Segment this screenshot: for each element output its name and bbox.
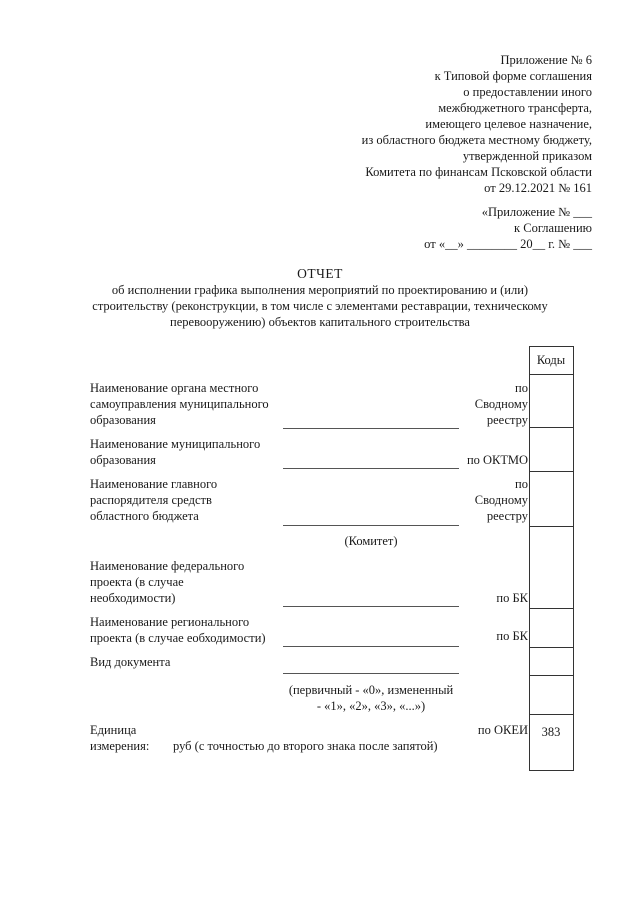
codes-right-border — [573, 346, 574, 770]
distributor-code-label-line: реестру — [486, 509, 528, 523]
regional-label-line: проекта (в случае еобходимости) — [90, 631, 266, 645]
sub-appendix — [424, 204, 592, 252]
report-subtitle-line: строительству (реконструкции, в том числе с элементами реставрации, техническому — [92, 299, 548, 313]
doc-type-note — [283, 682, 459, 714]
org-label — [90, 380, 269, 428]
regional-project-label — [90, 614, 266, 646]
org-label-line: образования — [90, 413, 156, 427]
sub-appendix-line: от «__» ________ 20__ г. № ___ — [424, 237, 592, 251]
oktmo-code-label: по ОКТМО — [466, 453, 528, 467]
codes-divider — [529, 608, 574, 609]
regional-project-value-field[interactable] — [283, 646, 459, 647]
codes-divider — [529, 647, 574, 648]
appendix-line: от 29.12.2021 № 161 — [484, 181, 592, 195]
org-label-line: самоуправления муниципального — [90, 397, 269, 411]
codes-header: Коды — [536, 353, 566, 367]
federal-code-label: по БК — [496, 591, 528, 605]
federal-label-line: Наименование федерального — [90, 559, 245, 573]
municipality-label-line: Наименование муниципального — [90, 437, 261, 451]
codes-top-border — [529, 346, 574, 347]
codes-divider — [529, 714, 574, 715]
municipality-value-field[interactable] — [283, 468, 459, 469]
appendix-line: межбюджетного трансферта, — [438, 101, 592, 115]
federal-project-value-field[interactable] — [283, 606, 459, 607]
appendix-line: из областного бюджета местному бюджету, — [361, 133, 592, 147]
unit-label — [90, 722, 149, 754]
codes-divider — [529, 675, 574, 676]
org-label-line: Наименование органа местного — [90, 381, 259, 395]
appendix-line: о предоставлении иного — [463, 85, 592, 99]
distributor-code-label-line: по — [515, 477, 528, 491]
federal-label-line: проекта (в случае — [90, 575, 184, 589]
appendix-line: Комитета по финансам Псковской области — [365, 165, 592, 179]
distributor-label-line: Наименование главного — [90, 477, 218, 491]
report-title-block — [80, 266, 560, 330]
unit-label-line: измерения: — [90, 739, 150, 753]
unit-label-line: Единица — [90, 723, 137, 737]
report-title: ОТЧЕТ — [297, 266, 343, 281]
doc-type-value-field[interactable] — [283, 673, 459, 674]
distributor-label-line: распорядителя средств — [90, 493, 212, 507]
doc-type-label: Вид документа — [90, 655, 171, 669]
appendix-line: Приложение № 6 — [500, 53, 592, 67]
appendix-header — [362, 52, 592, 196]
distributor-label — [90, 476, 217, 524]
regional-label-line: Наименование регионального — [90, 615, 250, 629]
codes-divider — [529, 471, 574, 472]
sub-appendix-line: к Соглашению — [514, 221, 592, 235]
federal-label-line: необходимости) — [90, 591, 176, 605]
org-code-label — [475, 380, 528, 428]
report-subtitle-line: перевооружению) объектов капитального строительства — [170, 315, 470, 329]
appendix-line: к Типовой форме соглашения — [434, 69, 592, 83]
org-code-label-line: по — [515, 381, 528, 395]
distributor-code-label — [475, 476, 528, 524]
org-value-field[interactable] — [283, 428, 459, 429]
distributor-value-field[interactable] — [283, 525, 459, 526]
appendix-line: имеющего целевое назначение, — [425, 117, 592, 131]
municipality-label-line: образования — [90, 453, 156, 467]
report-subtitle-line: об исполнении графика выполнения мероприятий по проектированию и (или) — [111, 283, 529, 297]
okei-code-label: по ОКЕИ — [477, 723, 528, 737]
sub-appendix-line: «Приложение № ___ — [481, 205, 592, 219]
distributor-value-note: (Комитет) — [344, 534, 398, 548]
codes-left-border — [529, 346, 530, 770]
distributor-label-line: областного бюджета — [90, 509, 199, 523]
federal-project-label — [90, 558, 244, 606]
org-code-label-line: Сводному — [474, 397, 528, 411]
codes-divider — [529, 526, 574, 527]
codes-divider — [529, 427, 574, 428]
doc-type-note-line: - «1», «2», «3», «...») — [316, 699, 426, 713]
okei-code-value[interactable]: 383 — [541, 725, 561, 739]
distributor-code-label-line: Сводному — [474, 493, 528, 507]
regional-code-label: по БК — [496, 629, 528, 643]
municipality-label — [90, 436, 260, 468]
org-code-label-line: реестру — [486, 413, 528, 427]
unit-value: руб (с точностью до второго знака после запятой) — [173, 739, 438, 753]
appendix-line: утвержденной приказом — [462, 149, 592, 163]
doc-type-note-line: (первичный - «0», измененный — [288, 683, 454, 697]
codes-divider — [529, 374, 574, 375]
codes-bottom-border — [529, 770, 574, 771]
